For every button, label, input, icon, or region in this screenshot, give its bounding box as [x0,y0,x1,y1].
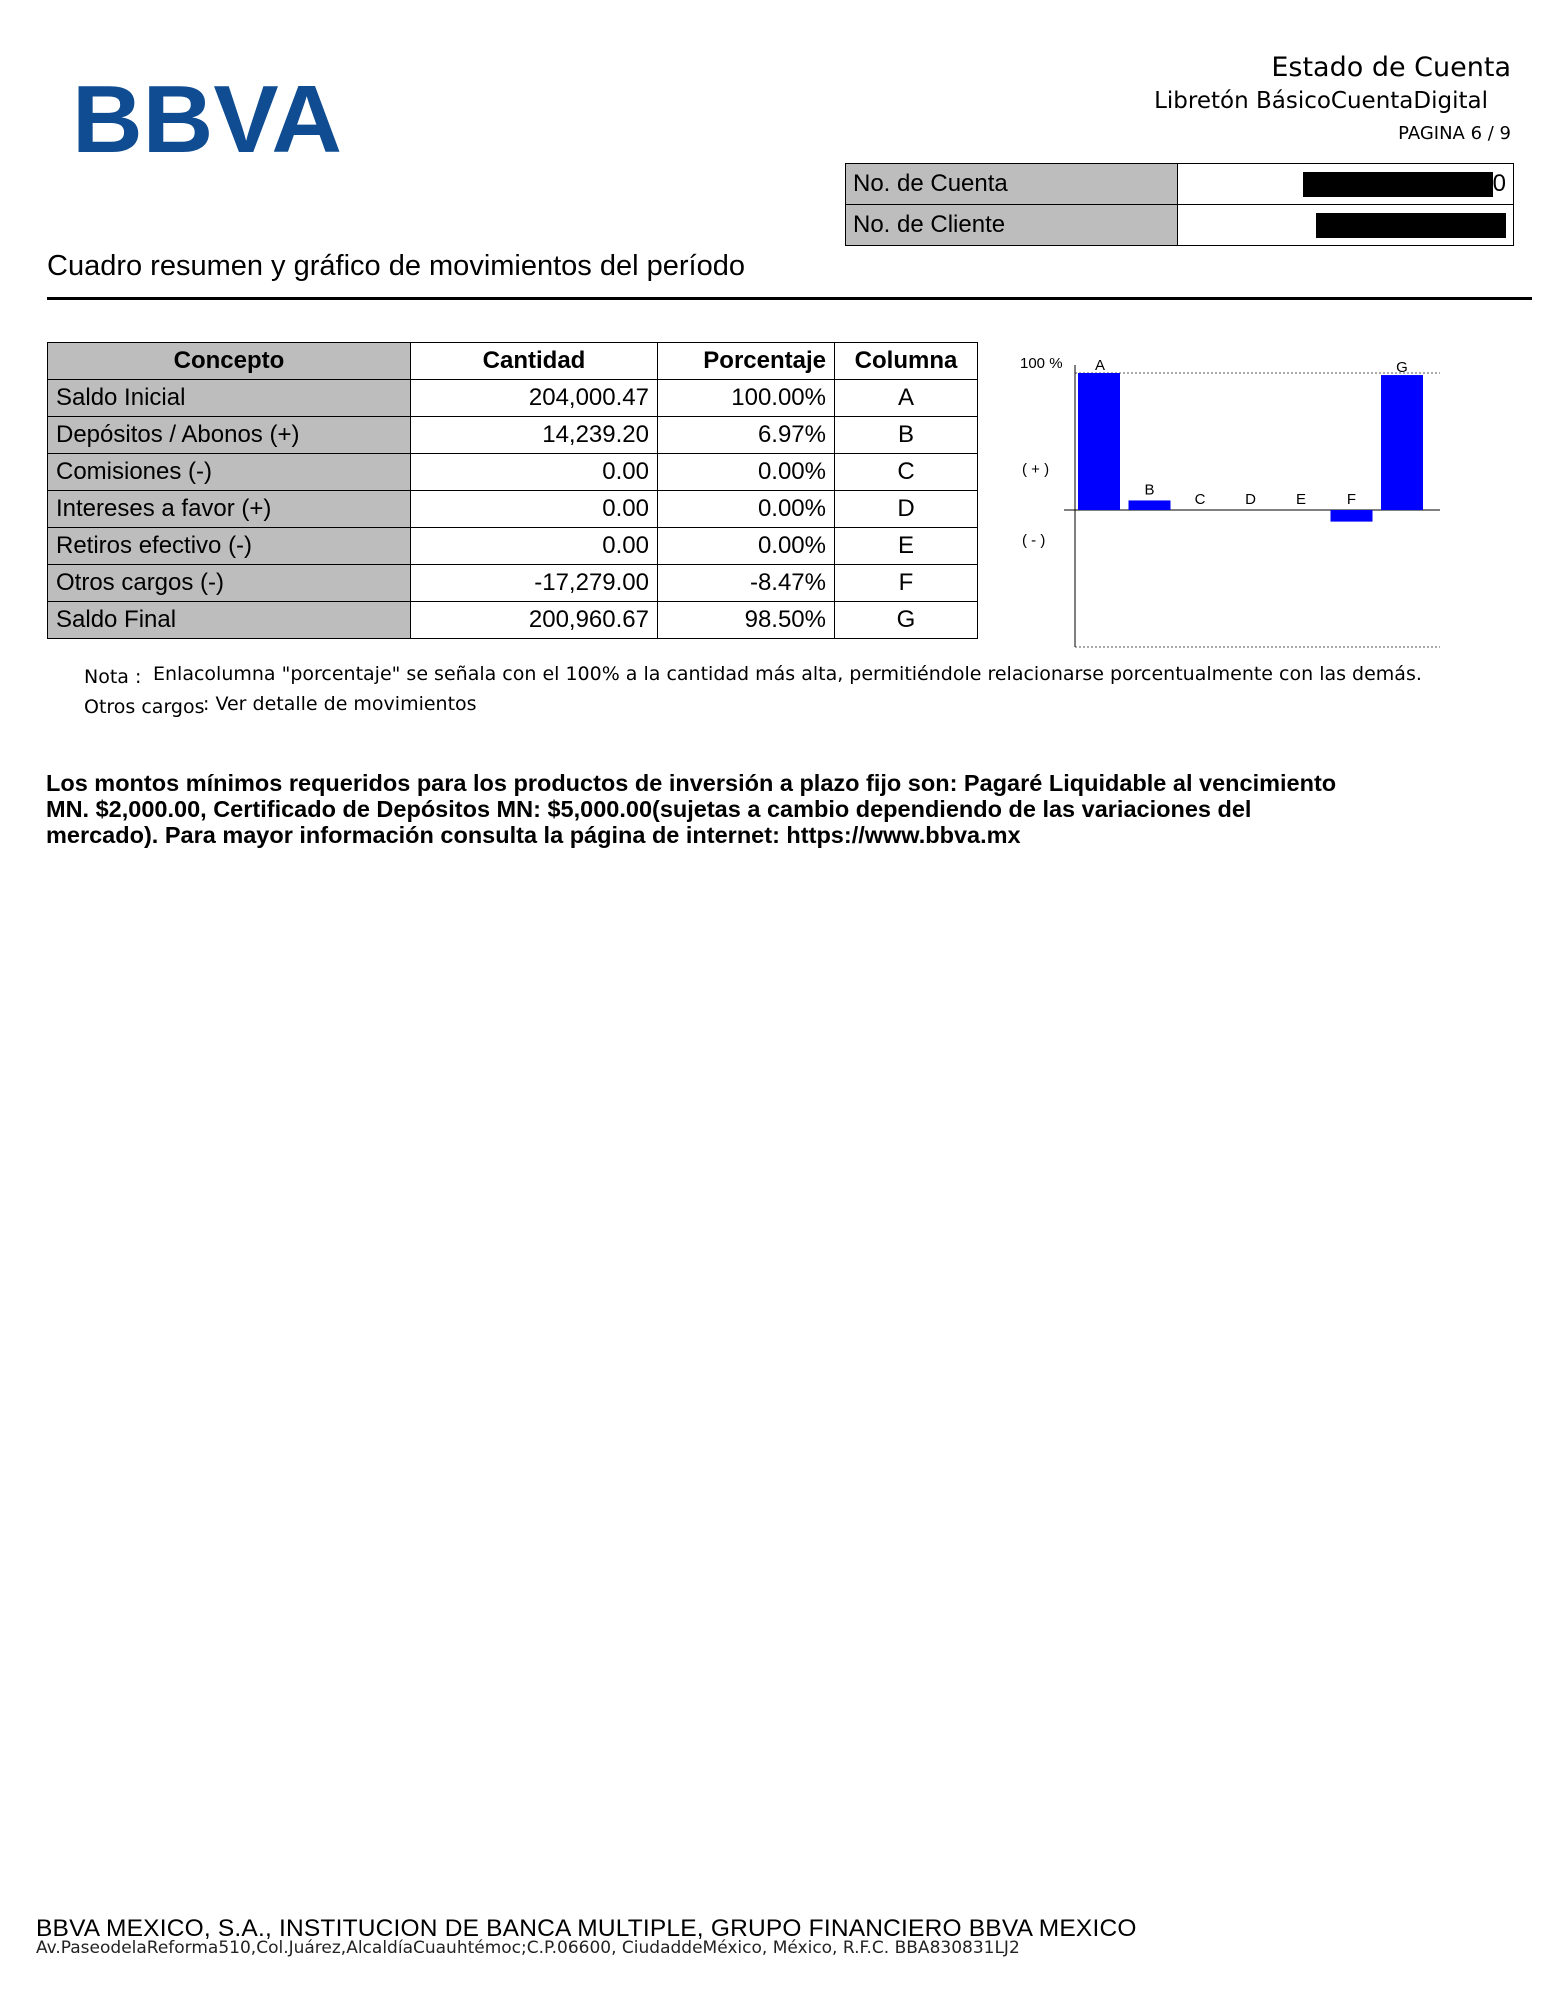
summary-table [47,342,978,639]
concepto-cell: Saldo Final [48,602,411,639]
concepto-cell: Saldo Inicial [48,380,411,417]
table-row [48,528,978,565]
otros-text: : Ver detalle de movimientos [203,693,477,715]
page-number: PAGINA 6 / 9 [1398,123,1511,144]
table-row [48,491,978,528]
chart-negative-label: ( - ) [1022,532,1046,549]
concepto-cell: Intereses a favor (+) [48,491,411,528]
redaction-bar [1316,213,1506,238]
chart-ytop-label: 100 % [1020,355,1063,372]
porcentaje-cell: 100.00% [658,380,835,417]
columna-cell: C [835,454,978,491]
table-row [48,380,978,417]
columna-cell: G [835,602,978,639]
cantidad-cell: 14,239.20 [411,417,658,454]
bar-label-f: F [1346,491,1357,508]
statement-title: Estado de Cuenta [1271,52,1511,83]
account-number-label: No. de Cuenta [846,164,1178,205]
header-cantidad: Cantidad [411,343,658,380]
bar-label-a: A [1094,357,1106,374]
porcentaje-cell: 0.00% [658,528,835,565]
bar-label-d: D [1245,491,1256,508]
porcentaje-cell: 0.00% [658,454,835,491]
columna-cell: B [835,417,978,454]
movements-chart [1020,345,1440,655]
nota-label: Nota : [84,666,142,688]
concepto-cell: Otros cargos (-) [48,565,411,602]
account-row [846,164,1514,205]
columna-cell: D [835,491,978,528]
porcentaje-cell: 0.00% [658,491,835,528]
bar-a [1078,373,1120,510]
cantidad-cell: 200,960.67 [411,602,658,639]
summary-header-row [48,343,978,380]
account-number-value [1178,164,1514,205]
bar-b [1129,500,1171,510]
nota-text: Enlacolumna "porcentaje" se señala con el 100% a la cantidad más alta, permitiéndole relacionarse porcentualmente con las demás. [153,663,1422,685]
otros-label: Otros cargos [84,696,205,718]
footer-address: Av.PaseodelaReforma510,Col.Juárez,AlcaldíaCuauhtémoc;C.P.06600, CiudaddeMéxico, México, R.F.C. BBA830831LJ2 [36,1938,1020,1958]
section-divider [47,297,1532,300]
cantidad-cell: 0.00 [411,454,658,491]
cantidad-cell: 0.00 [411,528,658,565]
cantidad-cell: 204,000.47 [411,380,658,417]
header-porcentaje: Porcentaje [658,343,835,380]
table-row [48,565,978,602]
account-number-suffix: 0 [1492,170,1506,197]
section-title: Cuadro resumen y gráfico de movimientos del período [47,250,745,282]
columna-cell: A [835,380,978,417]
cantidad-cell: -17,279.00 [411,565,658,602]
porcentaje-cell: 98.50% [658,602,835,639]
client-number-value [1178,205,1514,246]
concepto-cell: Retiros efectivo (-) [48,528,411,565]
bar-label-c: C [1194,491,1206,508]
porcentaje-cell: -8.47% [658,565,835,602]
columna-cell: E [835,528,978,565]
concepto-cell: Depósitos / Abonos (+) [48,417,411,454]
client-number-label: No. de Cliente [846,205,1178,246]
redaction-bar [1303,172,1493,197]
account-info-table [845,163,1514,246]
porcentaje-cell: 6.97% [658,417,835,454]
table-row [48,454,978,491]
product-name: Libretón BásicoCuentaDigital [1154,88,1488,114]
bar-g [1381,375,1423,510]
cantidad-cell: 0.00 [411,491,658,528]
bbva-logo [72,70,342,160]
table-row [48,417,978,454]
footer-bank-name: BBVA MEXICO, S.A., INSTITUCION DE BANCA MULTIPLE, GRUPO FINANCIERO BBVA MEXICO [36,1915,1137,1942]
columna-cell: F [835,565,978,602]
bar-label-g: G [1396,359,1408,377]
header-columna: Columna [835,343,978,380]
table-row [48,602,978,639]
bar-label-e: E [1295,491,1307,508]
concepto-cell: Comisiones (-) [48,454,411,491]
client-row [846,205,1514,246]
bar-f [1331,510,1373,522]
bar-label-b: B [1144,481,1155,499]
investment-minimums-notice: Los montos mínimos requeridos para los productos de inversión a plazo fijo son: Pagaré Liquidable al vencimiento MN. $2,000.00, Certificado de Depósitos MN: $5,000.00(sujetas a cambio dependiendo de las variaciones del mercado). Para mayor información consulta la página de internet: https://www.bbva.mx [46,770,1337,848]
chart-positive-label: ( + ) [1022,461,1050,478]
logo-text: BBVA [72,70,342,160]
header-concepto: Concepto [48,343,411,380]
